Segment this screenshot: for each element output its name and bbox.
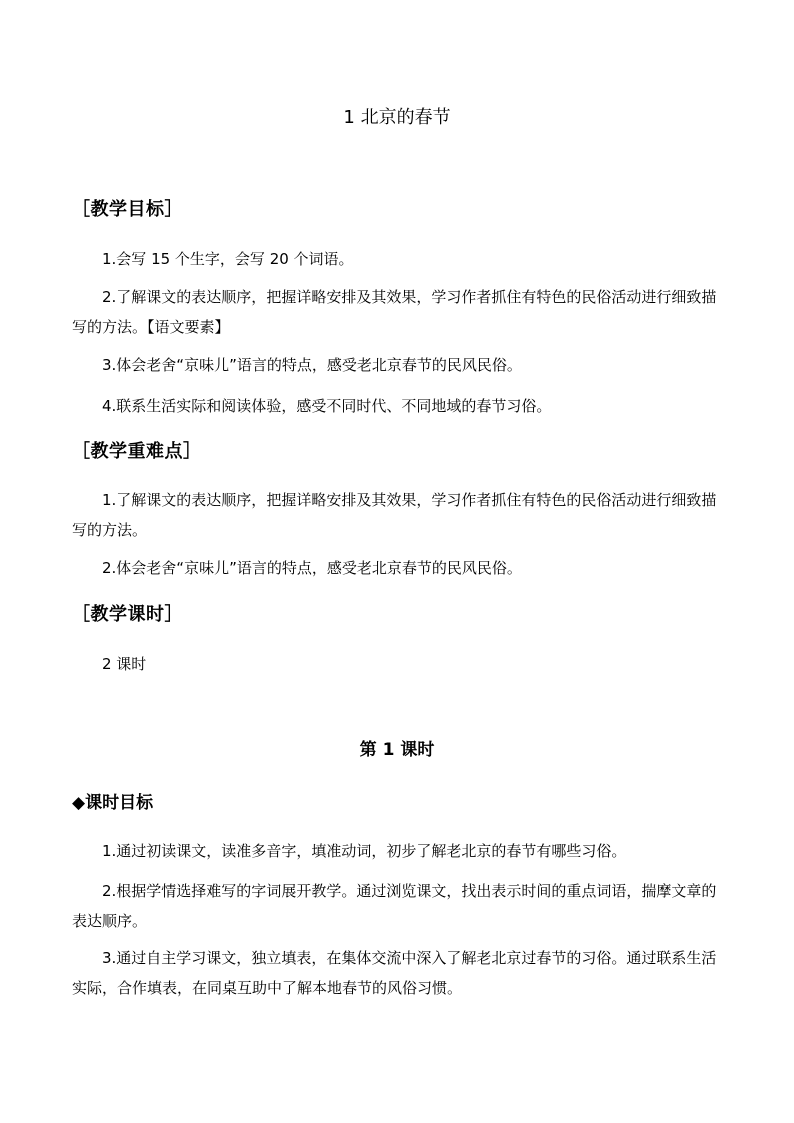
lesson-goal-item-1: 1.通过初读课文，读准多音字，填准动词，初步了解老北京的春节有哪些习俗。 xyxy=(102,842,627,860)
difficulty-item-1: 1.了解课文的表达顺序，把握详略安排及其效果，学习作者抓住有特色的民俗活动进行细致描写的方法。 xyxy=(72,491,717,539)
lesson-title: 第 1 课时 xyxy=(359,740,435,760)
heading-key-difficulties: ［教学重难点］ xyxy=(72,441,202,462)
lesson-goal-item-2: 2.根据学情选择难写的字词展开教学。通过浏览课文，找出表示时间的重点词语，揣摩文章的表达顺序。 xyxy=(72,882,717,930)
lesson-goals-heading: ◆课时目标 xyxy=(72,793,154,813)
heading-class-hours: ［教学课时］ xyxy=(72,604,183,625)
goal-item-2: 2.了解课文的表达顺序，把握详略安排及其效果，学习作者抓住有特色的民俗活动进行细致描写的方法。【语文要素】 xyxy=(72,288,717,336)
difficulty-item-2: 2.体会老舍“京味儿”语言的特点，感受老北京春节的民风民俗。 xyxy=(102,559,522,577)
class-hours-value: 2 课时 xyxy=(102,655,147,673)
lesson-goal-item-3: 3.通过自主学习课文，独立填表，在集体交流中深入了解老北京过春节的习俗。通过联系生活实际，合作填表，在同桌互助中了解本地春节的风俗习惯。 xyxy=(72,949,717,997)
document-title: 1 北京的春节 xyxy=(343,107,451,128)
goal-item-3: 3.体会老舍“京味儿”语言的特点，感受老北京春节的民风民俗。 xyxy=(102,356,522,374)
heading-teaching-goals: ［教学目标］ xyxy=(72,199,183,220)
goal-item-1: 1.会写 15 个生字，会写 20 个词语。 xyxy=(102,250,354,268)
goal-item-4: 4.联系生活实际和阅读体验，感受不同时代、不同地域的春节习俗。 xyxy=(102,397,552,415)
